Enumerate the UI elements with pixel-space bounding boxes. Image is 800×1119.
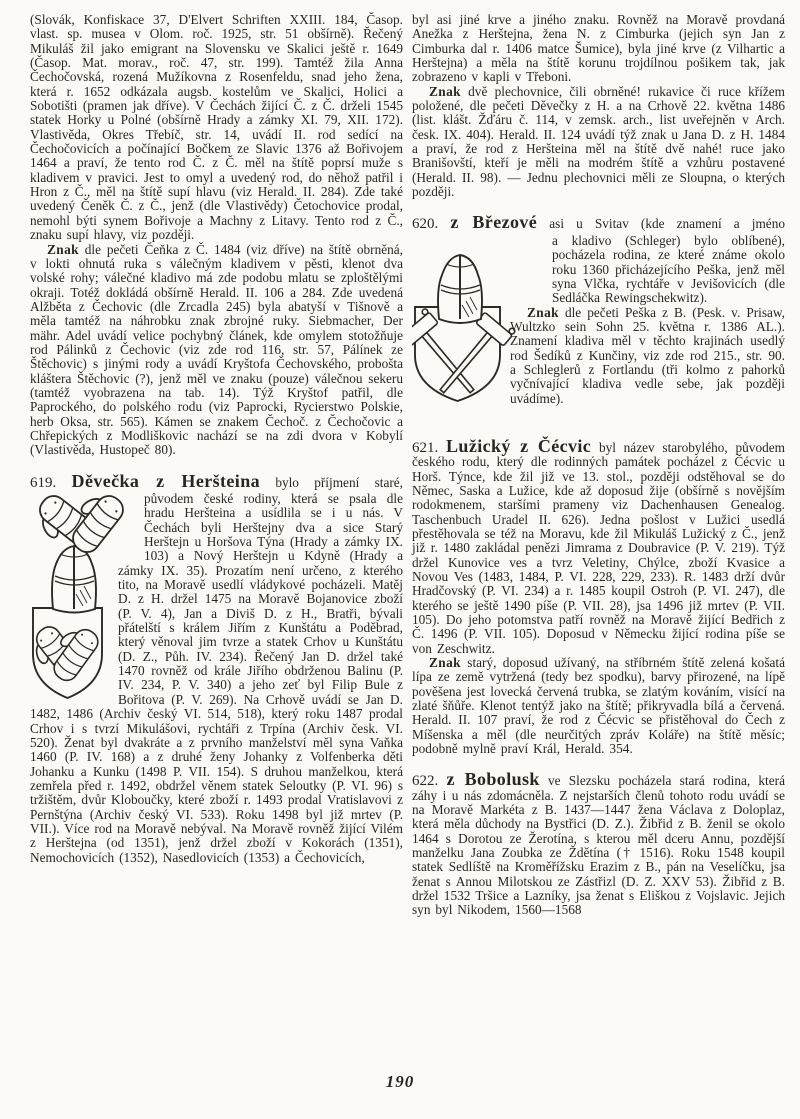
- section-title: z Březové: [450, 212, 538, 233]
- section-number: 621.: [412, 439, 439, 456]
- znak-lead-word: Znak: [527, 304, 559, 320]
- section-title: Děvečka z Heršteina: [71, 470, 261, 491]
- section-lead-text: bylo příjmení staré,: [275, 474, 403, 490]
- right-column: [412, 13, 785, 918]
- section-title: z Bobolusk: [446, 769, 540, 790]
- znak-lead-word: Znak: [429, 654, 461, 670]
- znak-lead-word: Znak: [47, 241, 79, 257]
- section-620-body: [412, 234, 785, 423]
- section-number: 622.: [412, 773, 439, 790]
- paragraph-continuation: [30, 13, 403, 243]
- section-619-text: původem české rodiny, která se psala dle hradu Heršteina a usídlila se i u nás. V Čechách byli Herštejny dva a sice Starý Herštejn u Horšova Týna (Hrady a zámky IX. 103) a Nový Herštejn u Kdyně (Hrady a zámky IX. 35). Prozatím není určeno, z kterého tito, na Moravě usedlí vládykové pocházeli. Matěj D. z H. držel 1475 na Moravě Bojanovice zboží (P. V. 4), Jan a Diviš D. z H., Bratři, bývali přátelští s králem Jiřím z Kunštátu a Poděbrad, který věnoval jim tvrze a statek Crhov u Kunštátu (D. Z., Půh. IV. 234). Řečený Jan D. držel také 1470 rovněž od krále Jiřího obdrženou Balinu (P. IV. 234, P. V. 340) a jeho zeť byl Filip Bule z Bořitova (P. V. 269). Na Crhově uvádí se Jan D. 1482, 1486 (Archiv český VI. 514, 518), který roku 1487 prodal Crhov i s tvrzí Mikulášovi, rychtáři z Trpína (Archiv česk. VI. 520). Ženat byl dvakráte a z prvního manželství měl syna Vaňka 1460 (P. IV. 168) a z druhé ženy Johanky z Volfenberka děti Johanku a Kunku (1498 P. VII. 154). S druhou manželkou, která zemřela před r. 1492, obdržel věnem statek Seloutky (P. VI. 96) s tržištěm, dvůr Kloboučky, které zboží r. 1493 prodal Vratislavovi z Pernštýna (Archiv český VI. 533). Roku 1498 byl již mrtev (P. VII.). Více rod na Moravě nebýval. Na Moravě rovněž žijící Vilém z Herštejna (od 1351), jenž držel zboží v Kokorách (1351), Nemochovicích (1352), Nasedlovicích (1353) a Čechovicích,: [30, 491, 403, 865]
- great-helm: [52, 546, 96, 613]
- paragraph-text: starý, doposud užívaný, na stříbrném štítě zelená košatá lípa ze země vytržená (tedy bez spodku), barvy přirozené, na lípě pověšena jest lovecká červená trubka, se zlatým kováním, visící na zlaté šňůře. Klenot tentýž jako na štítě; přikryvadla bílá a červená. Herald. II. 107 praví, že rod z Čécvic se přistěhoval do Čech z Míšenska a měl (dle neurčitých zpráv Koláře) na štítě měsíc; podobně mylně praví Král, Herald. 354.: [412, 654, 785, 757]
- left-column: [30, 13, 403, 918]
- paragraph-znak-luzicky: [412, 656, 785, 756]
- znak-lead-word: Znak: [429, 83, 461, 99]
- paragraph-text: dvě plechovnice, čili obrněné! rukavice či ruce křížem položené, dle pečeti Děvečky z H. a na Crhově 22. května 1486 (list. klášt. Žďáru č. 114, v zemsk. arch., list uveřejněn v Arch. česk. IX. 404). Herald. II. 124 uvádí týž znak u Jana D. z H. 1484 a praví, že rod z Heršteina měl na štítě dvě nahé! ruce jako Branišovští, kteří je měli na modrém štítě a vzhůru postavené (Herald. II. 98). — Jednu plechovnici měli ze Sloupna, o kterých později.: [412, 83, 785, 200]
- great-helm: [438, 255, 482, 323]
- paragraph-znak-herstejn: [412, 85, 785, 200]
- paragraph-znak-cechocovsti: [30, 243, 403, 458]
- section-619: [30, 470, 403, 865]
- section-621-text: byl název starobylého, původem českého rodu, který dle rodinných památek pocházel z Čécvic u Horš. Týnce, kde žil již ve 13. stol., později odstěhoval se do Němec, Saska a Lužice, kde až doposud žije (obšírně s novějším rodokmenem, staršími prameny viz Dachenhausen Genealog. Taschenbuch Uradel II. 626). Jedna pošlost v Lužici usedlá přestěhovala se též na Moravu, kde žil Mikuláš Lužický z Č., jenž již r. 1480 zakládal penězi Jimrama z Doubravice (P. V. 219). Týž držel Kunovice ves a tvrz Veletiny, Chýlce, zboží Kvasice a Novou Ves (1483, 1484, P. VI. 228, 229, 233). R. 1483 drží dvůr Hradčovský (P. VI. 234) a r. 1485 koupil Ostroh (P. VI. 247), dle kterého se ještě 1490 píše (P. VII. 28), jsa 1496 již mrtev (P. VII. 105). Do jeho potomstva patří rovněž na Moravě žijící Bedřich z Č. 1496 (P. VII. 105). Doposud v Německu žijící rodina píše se von Zeschwitz.: [412, 439, 785, 656]
- section-620-heading: [412, 212, 785, 233]
- section-number: 619.: [30, 474, 57, 491]
- section-number: 620.: [412, 216, 439, 233]
- paragraph-text: dle pečeti Peška z B. (Pesk. v. Prisaw, Wultzko sein Sohn 25. května r. 1386 AL.). Znamení kladiva měl v těchto krajinách usedlý rod Šedíků z Kunčiny, viz zde rod 215., str. 90. a Schleglerů z Fortlandu (tři kolmo z pahorků vyčnívající kladiva vedle sebe, jak později uvádíme).: [510, 304, 785, 406]
- section-622: [412, 769, 785, 918]
- section-621: [412, 435, 785, 656]
- section-lead-text: asi u Svitav (kde znamení a jméno: [549, 216, 785, 232]
- page-number: 190: [385, 1072, 415, 1091]
- paragraph-text: byl asi jiné krve a jiného znaku. Rovněž na Moravě provdaná Anežka z Herštejna, žena N. z Cimburka (jejich syn Jan z Cimburka dal r. 1406 matce Šumice), byla jiné krve (z Vilhartic a Herštejna) a měla na štítě korunu trojdílnou pošikem tak, jak zobrazeno v kapli v Třeboni.: [412, 12, 785, 85]
- section-619-heading: [30, 470, 403, 491]
- paragraph-text: (Slovák, Konfiskace 37, D'Elvert Schriften XXIII. 184, Časop. vlast. sp. musea v Olom. roč. 1925, str. 51 obšírně). Řečený Mikuláš žil jako emigrant na Slovensku ve Skalici ještě r. 1649 (Časop. Mat. morav., roč. 47, str. 199). Tamtéž žila Anna Čechočovská, rozená Mužíkovna z Rosenfeldu, snad jeho žena, která r. 1652 odkázala augsb. kostelům ve Skalici, Holici a Sobotišti (pramen jak dříve). V Čechách žijící Č. z Č. drželi 1545 statek Horky u Polné (obšírně Hrady a zámky XI. 79, XII. 172). Vlastivěda, Okres Třebíč, str. 14, uvádí II. rod sedící na Čechočovicích a počínající Bočkem ze Slavic 1376 až Bořivojem 1464 a praví, že tento rod Č. z Č. měl na štítě poprsí muže s kladivem v pravici. Jest to omyl a uvedený rod, do něhož patřil i Hron z Č., měl na štítě supí hlavu (viz Herald. II. 284). Zde také uvedený Čeněk Č. z Č., jenž (dle Vlastivědy) Četochovice prodal, nemohl býti synem Bořivoje a Machny z Litavy. Tento rod z Č., znaku supí hlavy, viz později.: [30, 12, 403, 243]
- section-622-text: ve Slezsku pocházela stará rodina, která záhy i u nás zdomácněla. Z nejstarších členů tohoto rodu uvádí se na Moravě Markéta z B. 1437—1447 žena Václava z Doloplaz, která měla důchody na Bystřici (D. Z.). Žibřid z B. ženil se okolo 1464 s Dorotou ze Žerotína, s kterou měl dceru Annu, pozdější manželku Jana Zoubka ze Ždětína († 1516). Roku 1548 koupil statek Sedlíště na Kroměřížsku Erazim z B., pán na Veselíčku, jsa ženat s Annou Milotskou ze Zástřizl (D. Z. XXV 53). Žibřid z B. držel 1532 Tršice a Lazníky, jsa ženat s Eliškou z Vojslavic. Jejich syn byl Nikodem, 1560—1568: [412, 773, 785, 918]
- section-619-body: [30, 492, 403, 865]
- section-title: Lužický z Čécvic: [446, 435, 592, 456]
- section-620-text: a kladivo (Schleger) bylo oblíbené), pocházela rodina, ze které známe okolo roku 1360 přicházejícího Peška, jenž měl syna Vlčka, rychtáře v Jevišovicích (dle Sedláčka Rewingschekwitz).: [552, 232, 785, 306]
- paragraph-text: dle pečeti Čeňka z Č. 1484 (viz dříve) na štítě obrněná, v lokti ohnutá ruka s válečným kladivem v pěsti, klenot dva volské rohy; válečné kladivo má zde podobu mlatu se zploštělými okraji. Totéž dokládá obšírně Herald. II. 106 a 284. Zde uvedená Alžběta z Čechovic (dle Zrcadla 245) byla abatyší v Tišnově a měla tamtéž na náhrobku znak zbrojné ruky. Siebmacher, Der mähr. Adel uvádí velice pochybný článek, kde omylem stotožňuje rod Pálinků z Čechovic (viz zde rod 116, str. 57, Pálínek ze Štěchovic) s jinými rody a uvádí Kryštofa Čechovského, probošta kláštera Štěchovic (?), jenž měl ve znaku (pouze) válečnou sekeru (tamtéž vyobrazena na tab. 14). Týž Kryštof patřil, dle Paprockého, do polského rodu (viz Paprocki, Rycierstwo Polskie, herb Oksa, str. 565). Kámen se znakem Čechoč. z Čechočovic a Chřepických z Modliškovic nachází se na zdi dvora v Kobylí (Vlastivěda, Hustopeč 80).: [30, 241, 403, 458]
- paragraph-continuation: [412, 13, 785, 85]
- section-620: [412, 212, 785, 422]
